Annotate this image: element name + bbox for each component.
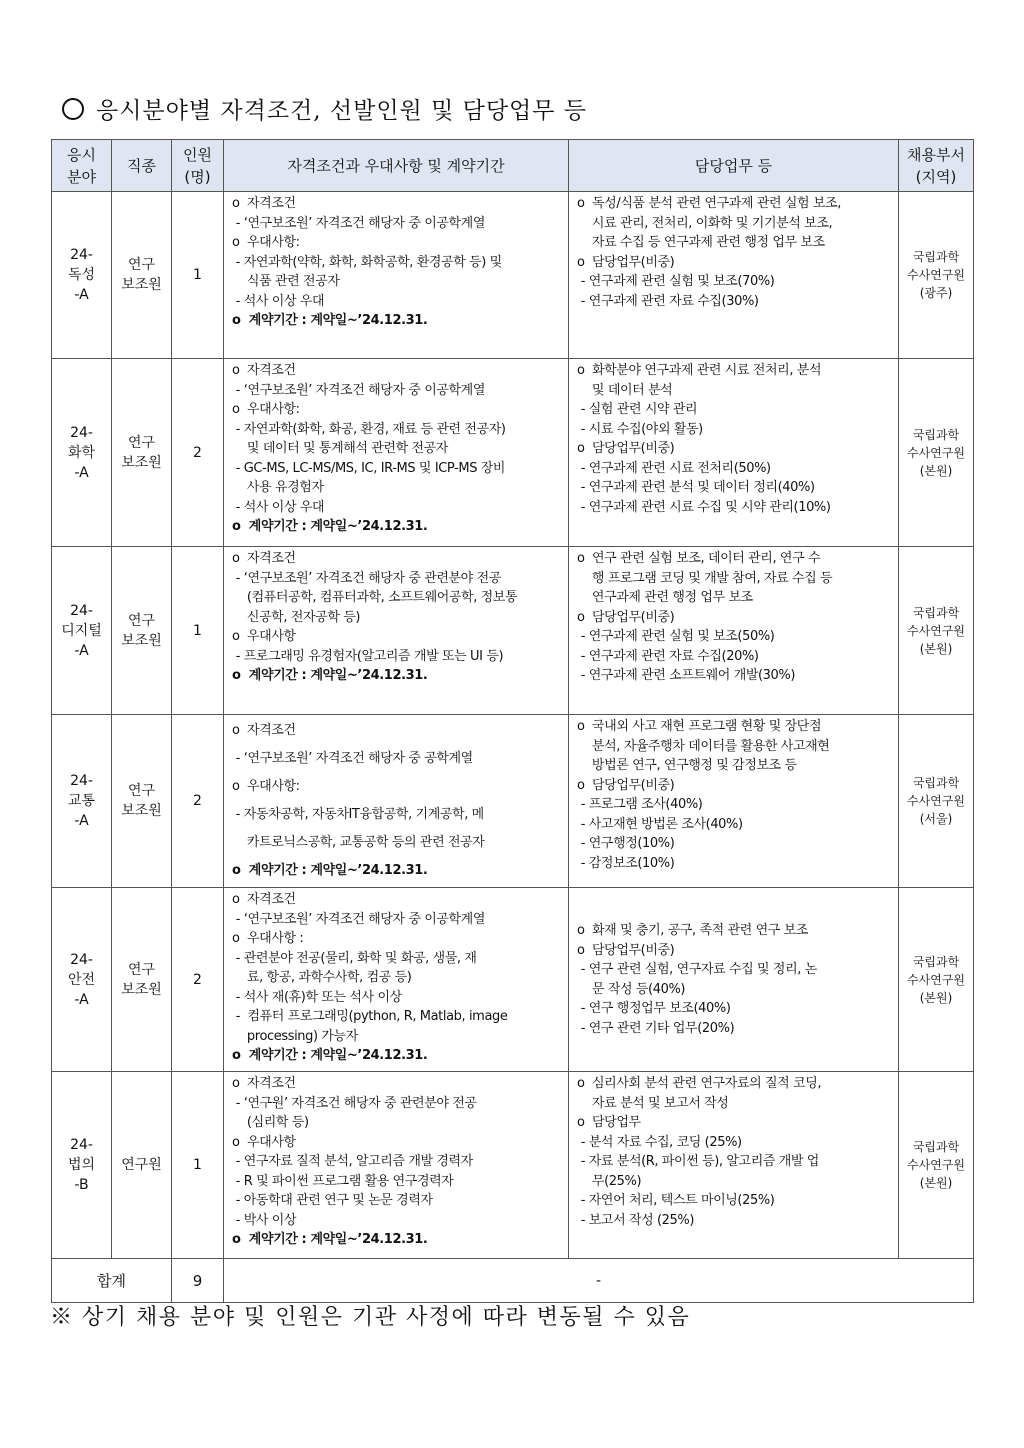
duty-cell (569, 715, 899, 888)
department-line: 국립과학 (912, 1140, 960, 1154)
duty-line: - 시료 수집(야외 활동) (577, 421, 703, 437)
qualification-line: 료, 항공, 과학수사학, 컴공 등) (232, 970, 412, 985)
qualification-line: o 자격조건 (232, 196, 296, 211)
duty-line: o 담당업무(비중) (577, 942, 675, 958)
table-row (52, 715, 974, 888)
duty-cell (569, 192, 899, 359)
department-cell (899, 888, 974, 1072)
header-duty: 담당업무 등 (569, 140, 899, 192)
department-line: (본원) (919, 990, 953, 1005)
duty-line: - 연구과제 관련 실험 및 보조(70%) (577, 274, 775, 289)
qualification-line: - 컴퓨터 프로그래밍(python, R, Matlab, image (232, 1009, 508, 1024)
duty-line: o 담당업무 (577, 1115, 641, 1130)
qualification-line: - ‘연구보조원’ 자격조건 해당자 중 관련분야 전공 (232, 570, 501, 586)
header-count: 인원 (명) (172, 140, 224, 192)
table-row (52, 888, 974, 1072)
header-row (52, 140, 974, 192)
job-cell (112, 192, 172, 359)
duty-line: 행 프로그램 코딩 및 개발 참여, 자료 수집 등 (577, 570, 833, 586)
duty-line: - 연구과제 관련 시료 수집 및 시약 관리(10%) (577, 499, 831, 515)
field-line: 24- (70, 247, 93, 263)
qualification-line: - 석사 이상 우대 (232, 293, 325, 309)
job-line: 보조원 (121, 277, 162, 293)
duty-line: - 연구행정(10%) (577, 836, 675, 851)
field-line: -A (74, 464, 89, 481)
qualification-line: - 박사 이상 (232, 1212, 297, 1228)
qualification-line: - R 및 파이썬 프로그램 활용 연구경력자 (232, 1173, 454, 1189)
qualification-line: o 자격조건 (232, 363, 296, 378)
qualification-line: - ‘연구보조원’ 자격조건 해당자 중 공학계열 (232, 751, 473, 766)
qualification-line: o 계약기간 : 계약일~’24.12.31. (232, 668, 428, 683)
duty-line: - 연구과제 관련 분석 및 데이터 정리(40%) (577, 480, 815, 495)
duty-line: - 연구과제 관련 자료 수집(30%) (577, 293, 759, 309)
field-cell (52, 1072, 112, 1259)
field-line: -A (74, 813, 89, 829)
qualification-cell (224, 1072, 569, 1259)
job-line: 연구 (127, 257, 156, 273)
qualification-line: - 아동학대 관련 연구 및 논문 경력자 (232, 1193, 433, 1208)
table-row (52, 547, 974, 715)
qualification-line: o 우대사항 (232, 1134, 296, 1150)
field-line: 디지털 (61, 622, 102, 639)
count-cell: 1 (172, 192, 224, 359)
qualification-line: - 프로그래밍 유경험자(알고리즘 개발 또는 UI 등) (232, 648, 504, 664)
duty-line: - 연구과제 관련 소프트웨어 개발(30%) (577, 668, 796, 683)
qualification-line: - GC-MS, LC-MS/MS, IC, IR-MS 및 ICP-MS 장비 (232, 460, 506, 476)
duty-line: - 실험 관련 시약 관리 (577, 402, 698, 417)
department-line: 국립과학 (912, 250, 960, 264)
qualification-line: - ‘연구보조원’ 자격조건 해당자 중 이공학계열 (232, 382, 485, 398)
department-line: 수사연구원 (907, 972, 965, 987)
qualification-line: 신공학, 전자공학 등) (232, 609, 361, 625)
header-qualification: 자격조건과 우대사항 및 계약기간 (224, 140, 569, 192)
duty-line: 방법론 연구, 연구행정 및 감정보조 등 (577, 758, 797, 773)
field-line: -A (74, 991, 89, 1008)
field-line: 화학 (67, 444, 96, 461)
department-line: (본원) (919, 463, 953, 478)
duty-line: o 담당업무(비중) (577, 441, 675, 456)
duty-cell (569, 1072, 899, 1259)
job-line: 보조원 (121, 454, 162, 471)
duty-line: - 분석 자료 수집, 코딩 (25%) (577, 1134, 742, 1150)
duty-line: - 연구 행정업무 보조(40%) (577, 1001, 731, 1016)
job-line: 연구 (127, 961, 156, 978)
duty-line: 및 데이터 분석 (577, 382, 673, 398)
department-line: 수사연구원 (907, 445, 965, 460)
header-field: 응시 분야 (52, 140, 112, 192)
duty-line: - 프로그램 조사(40%) (577, 797, 703, 812)
qualification-line: o 자격조건 (232, 723, 296, 738)
duty-line: - 연구과제 관련 실험 및 보조(50%) (577, 629, 775, 644)
duty-line: - 연구과제 관련 시료 전처리(50%) (577, 460, 771, 476)
job-cell (112, 547, 172, 715)
count-cell: 2 (172, 359, 224, 547)
field-line: 교통 (67, 793, 96, 809)
department-line: 국립과학 (912, 776, 960, 790)
job-line: 연구 (127, 783, 156, 799)
table-row (52, 359, 974, 547)
field-cell (52, 888, 112, 1072)
qualification-cell (224, 888, 569, 1072)
department-line: 수사연구원 (907, 268, 965, 282)
job-line: 연구 (127, 434, 156, 451)
duty-line: o 국내외 사고 재현 프로그램 현황 및 장단점 (577, 719, 822, 734)
department-line: (본원) (919, 641, 953, 656)
field-line: 24- (70, 773, 93, 789)
duty-line: o 독성/식품 분석 관련 연구과제 관련 실험 보조, (577, 196, 841, 211)
count-cell: 1 (172, 1072, 224, 1259)
heading-text: 응시분야별 자격조건, 선발인원 및 담당업무 등 (96, 98, 588, 124)
footer-note: ※ 상기 채용 분야 및 인원은 기관 사정에 따라 변동될 수 있음 (50, 1305, 691, 1330)
department-cell (899, 359, 974, 547)
duty-line: o 연구 관련 실험 보조, 데이터 관리, 연구 수 (577, 551, 821, 566)
department-line: 국립과학 (912, 605, 960, 620)
qualification-line: o 우대사항 (232, 629, 296, 644)
department-cell (899, 192, 974, 359)
job-cell (112, 359, 172, 547)
qualification-line: - 석사 재(휴)학 또는 석사 이상 (232, 989, 402, 1005)
duty-line: - 감정보조(10%) (577, 855, 675, 871)
duty-line: - 연구 관련 기타 업무(20%) (577, 1020, 735, 1036)
count-cell: 1 (172, 547, 224, 715)
department-line: 수사연구원 (907, 794, 965, 808)
duty-line: 연구과제 관련 행정 업무 보조 (577, 590, 753, 605)
qualification-line: - 자연과학(약학, 화학, 화학공학, 환경공학 등) 및 (232, 254, 502, 270)
count-cell: 2 (172, 715, 224, 888)
field-line: 24- (70, 424, 93, 441)
duty-line: o 담당업무(비중) (577, 609, 675, 625)
qualification-line: - 자동차공학, 자동차IT융합공학, 기계공학, 메 (232, 807, 484, 822)
field-line: -A (74, 287, 89, 303)
job-cell (112, 1072, 172, 1259)
table-row (52, 192, 974, 359)
job-line: 보조원 (121, 632, 162, 649)
duty-line: o 화재 및 충기, 공구, 족적 관련 연구 보조 (577, 923, 808, 938)
total-label: 합계 (52, 1259, 172, 1303)
header-department: 채용부서 (지역) (899, 140, 974, 192)
qualification-line: 식품 관련 전공자 (232, 274, 340, 289)
duty-line: 무(25%) (577, 1173, 642, 1189)
job-line: 연구원 (121, 1157, 162, 1173)
field-cell (52, 359, 112, 547)
duty-line: 자료 분석 및 보고서 작성 (577, 1095, 729, 1111)
qualification-line: - ‘연구원’ 자격조건 해당자 중 관련분야 전공 (232, 1095, 477, 1111)
total-row (52, 1259, 974, 1303)
qualification-line: processing) 가능자 (232, 1028, 358, 1044)
qualification-cell (224, 359, 569, 547)
job-line: 연구 (127, 612, 156, 629)
qualification-line: - ‘연구보조원’ 자격조건 해당자 중 이공학계열 (232, 911, 485, 927)
qualification-line: o 자격조건 (232, 892, 296, 907)
duty-cell (569, 547, 899, 715)
field-cell (52, 715, 112, 888)
qualification-line: 카트로닉스공학, 교통공학 등의 관련 전공자 (232, 835, 485, 850)
department-line: 수사연구원 (907, 623, 965, 638)
job-line: 보조원 (121, 803, 162, 819)
field-line: 안전 (67, 971, 96, 988)
qualification-line: o 계약기간 : 계약일~’24.12.31. (232, 1232, 428, 1247)
qualification-line: o 우대사항: (232, 402, 300, 417)
duty-line: o 담당업무(비중) (577, 254, 675, 270)
field-cell (52, 547, 112, 715)
qualification-cell (224, 192, 569, 359)
department-cell (899, 547, 974, 715)
duty-line: 자료 수집 등 연구과제 관련 행정 업무 보조 (577, 235, 825, 250)
qualification-line: o 우대사항: (232, 235, 300, 250)
header-job: 직종 (112, 140, 172, 192)
section-heading (62, 92, 587, 125)
duty-cell (569, 359, 899, 547)
duty-line: o 심리사회 분석 관련 연구자료의 질적 코딩, (577, 1076, 822, 1091)
field-line: 법의 (67, 1157, 96, 1173)
qualification-line: - 관련분야 전공(물리, 화학 및 화공, 생물, 재 (232, 950, 477, 966)
qualification-line: o 자격조건 (232, 551, 296, 566)
qualification-line: - 자연과학(화학, 화공, 환경, 재료 등 관련 전공자) (232, 421, 506, 437)
count-cell: 2 (172, 888, 224, 1072)
department-cell (899, 1072, 974, 1259)
duty-line: 분석, 자율주행차 데이터를 활용한 사고재현 (577, 738, 830, 754)
department-line: (본원) (919, 1176, 953, 1190)
qualification-line: - 연구자료 질적 분석, 알고리즘 개발 경력자 (232, 1154, 473, 1169)
duty-line: - 연구과제 관련 자료 수집(20%) (577, 648, 759, 664)
total-note: - (224, 1259, 974, 1303)
qualification-line: 및 데이터 및 통계해석 관련학 전공자 (232, 441, 448, 456)
field-line: 독성 (67, 267, 96, 283)
circle-bullet-icon (62, 98, 84, 120)
duty-line: 문 작성 등(40%) (577, 981, 686, 997)
qualification-line: - ‘연구보조원’ 자격조건 해당자 중 이공학계열 (232, 215, 485, 231)
duty-line: - 연구 관련 실험, 연구자료 수집 및 정리, 논 (577, 962, 817, 977)
duty-line: - 사고재현 방법론 조사(40%) (577, 816, 743, 832)
qualification-line: o 계약기간 : 계약일~’24.12.31. (232, 519, 428, 534)
duty-line: - 자료 분석(R, 파이썬 등), 알고리즘 개발 업 (577, 1154, 819, 1169)
qualification-line: o 우대사항: (232, 779, 300, 794)
duty-line: - 보고서 작성 (25%) (577, 1212, 695, 1228)
department-line: (광주) (919, 286, 953, 300)
total-count: 9 (172, 1259, 224, 1303)
field-line: -B (74, 1177, 89, 1193)
duty-cell (569, 888, 899, 1072)
job-line: 보조원 (121, 981, 162, 998)
table-row (52, 1072, 974, 1259)
department-line: 국립과학 (912, 427, 960, 442)
qualification-line: o 계약기간 : 계약일~’24.12.31. (232, 863, 428, 878)
field-cell (52, 192, 112, 359)
qualification-line: o 자격조건 (232, 1076, 296, 1091)
field-line: 24- (70, 1137, 93, 1153)
duty-line: - 자연어 처리, 텍스트 마이닝(25%) (577, 1193, 775, 1208)
qualification-line: - 석사 이상 우대 (232, 499, 325, 515)
qualification-line: o 계약기간 : 계약일~’24.12.31. (232, 313, 428, 328)
qualification-line: (컴퓨터공학, 컴퓨터과학, 소프트웨어공학, 정보통 (232, 590, 518, 605)
qualification-line: (심리학 등) (232, 1115, 309, 1130)
department-line: 국립과학 (912, 954, 960, 969)
duty-line: o 화학분야 연구과제 관련 시료 전처리, 분석 (577, 363, 822, 378)
field-line: -A (74, 642, 89, 659)
duty-line: 시료 관리, 전처리, 이화학 및 기기분석 보조, (577, 215, 833, 231)
recruitment-table (51, 139, 974, 1303)
qualification-cell (224, 715, 569, 888)
department-line: 수사연구원 (907, 1158, 965, 1172)
qualification-line: o 우대사항 : (232, 931, 304, 946)
field-line: 24- (70, 951, 93, 968)
department-cell (899, 715, 974, 888)
duty-line: o 담당업무(비중) (577, 777, 675, 793)
qualification-line: o 계약기간 : 계약일~’24.12.31. (232, 1048, 428, 1063)
job-cell (112, 888, 172, 1072)
field-line: 24- (70, 602, 93, 619)
qualification-cell (224, 547, 569, 715)
job-cell (112, 715, 172, 888)
department-line: (서울) (919, 812, 953, 826)
qualification-line: 사용 유경험자 (232, 480, 324, 495)
